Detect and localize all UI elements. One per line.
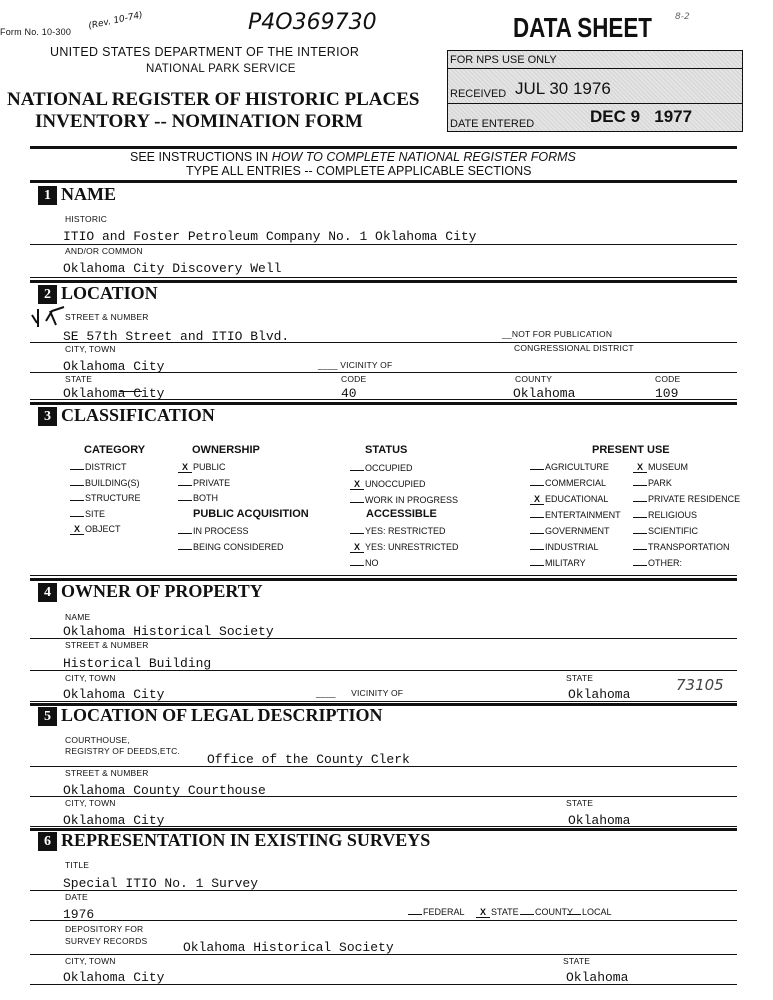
instructions-text: SEE INSTRUCTIONS IN <box>130 150 272 164</box>
received-label: RECEIVED <box>450 88 507 100</box>
checkbox-option[interactable] <box>633 494 740 504</box>
checkbox-mark: X <box>633 463 647 473</box>
checkbox-label: YES: UNRESTRICTED <box>365 542 459 552</box>
checkbox-label: ENTERTAINMENT <box>545 510 621 520</box>
checkbox-label: OCCUPIED <box>365 463 413 473</box>
checkbox-option[interactable] <box>530 462 609 472</box>
location-code-label: CODE <box>341 374 367 384</box>
checkbox-mark <box>178 485 192 486</box>
owner-city-label: CITY, TOWN <box>65 673 116 683</box>
department-name: UNITED STATES DEPARTMENT OF THE INTERIOR <box>50 45 360 59</box>
survey-date-value: 1976 <box>63 907 95 922</box>
location-county-code-value: 109 <box>655 386 679 401</box>
section-4-title: OWNER OF PROPERTY <box>61 581 263 601</box>
checkbox-mark <box>70 469 84 470</box>
section-3-number: 3 <box>38 407 57 426</box>
checkbox-option[interactable] <box>178 478 230 488</box>
checkbox-label: MUSEUM <box>648 462 688 472</box>
checkbox-mark <box>178 533 192 534</box>
checkbox-label: COUNTY <box>535 907 573 917</box>
corner-pencil-mark: 8-2 <box>675 12 690 22</box>
location-code-value: 40 <box>341 386 357 401</box>
checkbox-mark <box>530 517 544 518</box>
section-4-number: 4 <box>38 583 57 602</box>
section-3-title: CLASSIFICATION <box>61 405 215 425</box>
vicinity-text: VICINITY OF <box>340 360 393 370</box>
form-title-line2: INVENTORY -- NOMINATION FORM <box>35 111 363 132</box>
checkbox-option[interactable] <box>530 494 608 505</box>
checkbox-option[interactable] <box>530 558 586 568</box>
checkbox-label: BEING CONSIDERED <box>193 542 284 552</box>
checkbox-option[interactable] <box>178 526 249 536</box>
checkbox-label: RELIGIOUS <box>648 510 698 520</box>
location-vicinity-label: ____ VICINITY OF <box>318 360 393 370</box>
historic-name-value: ITIO and Foster Petroleum Company No. 1 Oklahoma City <box>63 229 477 244</box>
top-rule <box>30 146 737 149</box>
category-heading: CATEGORY <box>84 444 146 456</box>
survey-level-option[interactable] <box>408 907 465 917</box>
common-name-label: AND/OR COMMON <box>65 246 143 256</box>
depository-value: Oklahoma Historical Society <box>183 940 394 955</box>
checkbox-option[interactable] <box>178 462 226 473</box>
checkbox-option[interactable] <box>70 478 140 488</box>
present-use-heading: PRESENT USE <box>592 444 670 456</box>
public-acquisition-heading: PUBLIC ACQUISITION <box>193 508 309 520</box>
location-county-value: Oklahoma <box>513 386 576 401</box>
checkbox-mark: X <box>350 480 364 490</box>
owner-vicinity-text: VICINITY OF <box>351 688 404 698</box>
checkbox-label: FEDERAL <box>423 907 465 917</box>
instructions-line2: TYPE ALL ENTRIES -- COMPLETE APPLICABLE SECTIONS <box>186 164 532 178</box>
checkbox-mark <box>530 469 544 470</box>
checkbox-label: LOCAL <box>582 907 612 917</box>
status-heading: STATUS <box>365 444 408 456</box>
checkbox-mark <box>633 485 647 486</box>
location-state-label: STATE <box>65 374 93 384</box>
checkbox-label: OTHER: <box>648 558 683 568</box>
survey-level-option[interactable] <box>476 907 519 918</box>
survey-city-value: Oklahoma City <box>63 970 165 985</box>
location-city-value: Oklahoma City <box>63 359 165 374</box>
owner-vicinity-label: ____ VICINITY OF <box>316 688 404 698</box>
owner-name-value: Oklahoma Historical Society <box>63 624 274 639</box>
checkbox-mark <box>350 470 364 471</box>
owner-state-value: Oklahoma <box>568 687 631 702</box>
checkbox-option[interactable] <box>633 462 688 473</box>
checkbox-label: EDUCATIONAL <box>545 494 609 504</box>
location-state-value: Oklahoma City <box>63 386 165 401</box>
nps-use-only-box <box>447 50 743 132</box>
checkbox-label: IN PROCESS <box>193 526 249 536</box>
courthouse-value: Office of the County Clerk <box>207 752 410 767</box>
location-city-label: CITY, TOWN <box>65 344 116 354</box>
legal-street-label: STREET & NUMBER <box>65 768 149 778</box>
checkbox-option[interactable] <box>633 542 730 552</box>
data-sheet-stamp: DATA SHEET <box>513 12 652 43</box>
checkbox-mark <box>520 914 534 915</box>
checkbox-mark <box>530 565 544 566</box>
checkbox-mark <box>408 914 422 915</box>
form-title-line1: NATIONAL REGISTER OF HISTORIC PLACES <box>7 89 420 110</box>
handwritten-reference-number: P4O369730 <box>248 10 377 35</box>
checkbox-option[interactable] <box>178 542 284 552</box>
checkbox-mark <box>633 533 647 534</box>
checkbox-option[interactable] <box>633 478 672 488</box>
checkbox-option[interactable] <box>530 478 606 488</box>
checkbox-mark <box>350 502 364 503</box>
checkbox-label: MILITARY <box>545 558 586 568</box>
owner-city-value: Oklahoma City <box>63 687 165 702</box>
survey-city-label: CITY, TOWN <box>65 956 116 966</box>
location-county-label: COUNTY <box>515 374 553 384</box>
checkbox-mark: X <box>476 908 490 918</box>
checkbox-label: AGRICULTURE <box>545 462 609 472</box>
owner-state-label: STATE <box>566 673 594 683</box>
checkbox-label: PARK <box>648 478 672 488</box>
checkbox-label: PRIVATE RESIDENCE <box>648 494 741 504</box>
ownership-heading: OWNERSHIP <box>192 444 260 456</box>
checkbox-mark: X <box>350 543 364 553</box>
registry-label: REGISTRY OF DEEDS,ETC. <box>65 746 181 756</box>
checkbox-mark <box>567 914 581 915</box>
section-5-number: 5 <box>38 707 57 726</box>
checkbox-option[interactable] <box>178 493 218 503</box>
checkbox-mark <box>633 549 647 550</box>
checkbox-option[interactable] <box>350 558 379 568</box>
depository-label-line1: DEPOSITORY FOR <box>65 924 144 934</box>
checkbox-option[interactable] <box>350 526 446 536</box>
checkbox-option[interactable] <box>70 509 105 519</box>
survey-level-option[interactable] <box>520 907 573 917</box>
checkbox-label: TRANSPORTATION <box>648 542 730 552</box>
strikethrough-mark <box>120 391 142 392</box>
checkbox-label: INDUSTRIAL <box>545 542 599 552</box>
checkbox-mark <box>350 565 364 566</box>
survey-state-value: Oklahoma <box>566 970 629 985</box>
form-number: Form No. 10-300 <box>0 27 72 37</box>
depository-label-line2: SURVEY RECORDS <box>65 936 148 946</box>
checkbox-option[interactable] <box>350 479 426 490</box>
legal-city-label: CITY, TOWN <box>65 798 116 808</box>
checkbox-option[interactable] <box>633 558 682 568</box>
checkbox-mark <box>178 549 192 550</box>
checkbox-option[interactable] <box>70 524 121 535</box>
instructions-line1 <box>130 150 576 164</box>
checkbox-option[interactable] <box>350 463 413 473</box>
legal-city-value: Oklahoma City <box>63 813 165 828</box>
legal-state-label: STATE <box>566 798 594 808</box>
checkbox-label: SCIENTIFIC <box>648 526 699 536</box>
section-6-number: 6 <box>38 832 57 851</box>
accessible-heading: ACCESSIBLE <box>366 508 437 520</box>
checkbox-option[interactable] <box>530 542 599 552</box>
checkbox-option[interactable] <box>350 495 458 505</box>
congressional-district-label: CONGRESSIONAL DISTRICT <box>514 343 634 353</box>
checkbox-option[interactable] <box>633 526 698 536</box>
common-name-value: Oklahoma City Discovery Well <box>63 261 282 276</box>
checkbox-label: YES: RESTRICTED <box>365 526 446 536</box>
survey-state-label: STATE <box>563 956 591 966</box>
checkbox-label: COMMERCIAL <box>545 478 607 488</box>
checkbox-label: OBJECT <box>85 524 121 535</box>
not-for-publication-label: __NOT FOR PUBLICATION <box>502 329 613 339</box>
checkbox-label: DISTRICT <box>85 462 127 472</box>
checkbox-mark: X <box>70 525 84 535</box>
owner-street-value: Historical Building <box>63 656 212 671</box>
checkbox-mark <box>633 501 647 502</box>
checkbox-mark <box>530 533 544 534</box>
owner-name-label: NAME <box>65 612 91 622</box>
not-for-publication-text: NOT FOR PUBLICATION <box>511 329 613 339</box>
checkbox-label: WORK IN PROGRESS <box>365 495 459 505</box>
section-6-title: REPRESENTATION IN EXISTING SURVEYS <box>61 830 431 850</box>
location-street-label: STREET & NUMBER <box>65 312 149 322</box>
date-entered-value: DEC 9 1977 <box>590 107 693 126</box>
checkbox-label: STATE <box>491 907 519 917</box>
checkbox-option[interactable] <box>530 526 610 536</box>
handwritten-checkmark-icon <box>28 303 68 331</box>
checkbox-option[interactable] <box>530 510 621 520</box>
checkbox-label: GOVERNMENT <box>545 526 610 536</box>
location-county-code-label: CODE <box>655 374 681 384</box>
survey-level-option[interactable] <box>567 907 612 917</box>
section-2-number: 2 <box>38 285 57 304</box>
nps-box-label: FOR NPS USE ONLY <box>450 54 557 66</box>
checkbox-mark <box>70 485 84 486</box>
checkbox-option[interactable] <box>350 542 459 553</box>
checkbox-label: PUBLIC <box>193 462 226 472</box>
owner-handwritten-zip: 73105 <box>676 676 724 694</box>
checkbox-mark <box>178 500 192 501</box>
survey-title-value: Special ITIO No. 1 Survey <box>63 876 259 891</box>
section-2-title: LOCATION <box>61 283 158 303</box>
survey-title-label: TITLE <box>65 860 90 870</box>
historic-label: HISTORIC <box>65 214 108 224</box>
checkbox-label: PRIVATE <box>193 477 231 488</box>
checkbox-option[interactable] <box>70 462 127 472</box>
date-entered-label: DATE ENTERED <box>450 118 535 130</box>
checkbox-mark <box>633 565 647 566</box>
checkbox-label: SITE <box>85 508 106 519</box>
checkbox-mark <box>350 533 364 534</box>
received-date: JUL 30 1976 <box>515 79 611 98</box>
section-1-number: 1 <box>38 186 57 205</box>
location-street-value: SE 57th Street and ITIO Blvd. <box>63 329 290 344</box>
service-name: NATIONAL PARK SERVICE <box>146 63 296 75</box>
checkbox-label: UNOCCUPIED <box>365 479 426 489</box>
checkbox-label: STRUCTURE <box>85 493 141 504</box>
checkbox-mark <box>70 500 84 501</box>
checkbox-mark <box>70 516 84 517</box>
checkbox-mark <box>530 549 544 550</box>
checkbox-label: BOTH <box>193 493 219 504</box>
checkbox-mark: X <box>178 463 192 473</box>
owner-street-label: STREET & NUMBER <box>65 640 149 650</box>
checkbox-mark <box>530 485 544 486</box>
legal-state-value: Oklahoma <box>568 813 631 828</box>
checkbox-label: BUILDING(S) <box>85 477 140 488</box>
checkbox-option[interactable] <box>70 493 141 503</box>
instructions-manual-title: HOW TO COMPLETE NATIONAL REGISTER FORMS <box>271 150 576 164</box>
checkbox-option[interactable] <box>633 510 697 520</box>
section-5-title: LOCATION OF LEGAL DESCRIPTION <box>61 705 383 725</box>
revision-note: (Rev. 10-74) <box>87 10 144 32</box>
survey-date-label: DATE <box>65 892 88 902</box>
checkbox-mark: X <box>530 495 544 505</box>
section-1-title: NAME <box>61 184 116 204</box>
checkbox-label: NO <box>365 558 379 568</box>
courthouse-label: COURTHOUSE, <box>65 735 130 745</box>
checkbox-mark <box>633 517 647 518</box>
legal-street-value: Oklahoma County Courthouse <box>63 783 266 798</box>
